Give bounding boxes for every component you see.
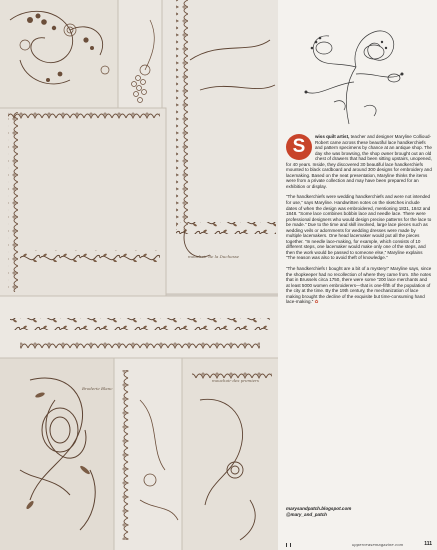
- page-footer: [286, 540, 432, 548]
- paragraph-text: “The handkerchiefs I bought are a bit of a mystery!” Maryline says, since the shopkeeper had no recollection of where they came from. She notes that in Brussels circa 1750, there were some “200 lace merchants and at least 5000 women embroiderers—that is one-fifth of the population of the city at the time. By the 19th century, the mechanization of lace making brought the decline of the exquisite but time-consuming hand lace-making.”: [286, 266, 432, 305]
- blog-link[interactable]: marysandpatch.blogspot.com: [286, 506, 352, 511]
- article-paragraph: “The handkerchiefs were wedding handkerchiefs and were not intended for use,” says Maryline. Handwritten notes on the sketches include dates of when the design was embroidered, mentioning 1831, 1842 and 1848. “Some lace combines bobbin lace and needle lace. There were professional designers who would design precise patterns for the lace to be made.” Due to the time and skill involved, large lace pieces such as wedding veils or adornments for wedding dresses were made by multiple lacemakers. One head lacemaker would put all the pieces together. “In needle lace-making, for example, which consists of 10 different steps, one lacemaker would make only one of the steps, and then the work would be passed to someone else,” Maryline explains “The reason was also to avoid theft of knowledge.”: [286, 194, 432, 261]
- article-column: [280, 0, 437, 550]
- instagram-handle[interactable]: @mary_and_patch: [286, 512, 327, 517]
- drop-cap: S: [286, 134, 312, 160]
- embroidery-sketch-illustration: [294, 12, 416, 130]
- end-mark-icon: ✿: [314, 299, 319, 305]
- sketch-handwritten-note: mouchoir des premiers: [212, 378, 259, 383]
- page-number: 111: [424, 541, 432, 547]
- lead-in: wiss quilt artist,: [315, 134, 350, 139]
- article-paragraph: [286, 266, 432, 305]
- sketch-handwritten-note: mouchoir de la Duchesse: [188, 254, 240, 259]
- article-body: [286, 134, 432, 310]
- sketch-handwritten-note: Broderie Blanc: [82, 386, 113, 391]
- paragraph-text: teacher and designer Maryline Collioud-Robert came across these beautiful lace handkerchiefs and pattern specimens by chance at an antique shop. The day she was browsing, the shop owner brought out an old chest of drawers that had been sitting upstairs, unopened, for 40 years. Inside, they discovered 30 beautiful lace handkerchiefs mounted to black cardboard and around 300 designs for embroidery and lacemaking. Based on the neat presentation, Maryline thinks the items were from a private collection and may have been prepared for an exhibition or display.: [286, 134, 432, 189]
- footer-bar-icon: [286, 543, 291, 547]
- article-paragraph: [286, 134, 432, 189]
- credits: [286, 506, 432, 518]
- magazine-url: upperceasemagazine.com: [352, 542, 404, 547]
